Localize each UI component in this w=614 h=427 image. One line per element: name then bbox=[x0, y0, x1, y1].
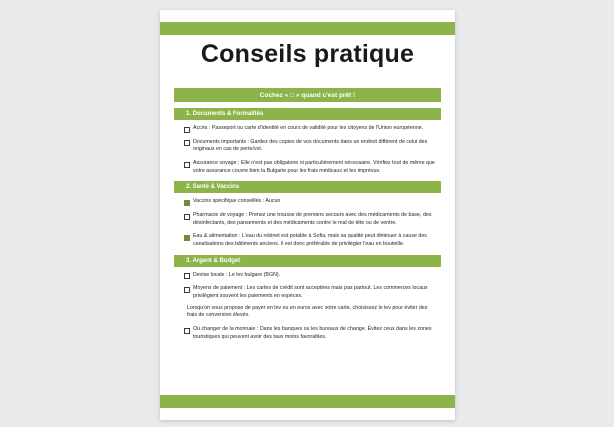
header-accent-bar bbox=[160, 22, 455, 35]
checklist-item-label: Vaccins spécifique conseillés : Aucun bbox=[193, 198, 281, 205]
document-page bbox=[160, 10, 455, 420]
checklist-item-label: Eau & alimentation : L'eau du robinet est potable à Sofia, mais sa qualité peut diminuer à cause des canalisations des bâtiments anciens. Il est donc préférable de privilégier l'eau en bouteille. bbox=[193, 233, 427, 248]
checkbox-unchecked-icon[interactable] bbox=[184, 328, 190, 334]
checkbox-unchecked-icon[interactable] bbox=[184, 140, 190, 146]
section-sante-vaccins bbox=[160, 181, 455, 248]
checklist-item[interactable] bbox=[184, 125, 435, 133]
checklist-item-label: Documents importants : Gardez des copies de vos documents dans un endroit différent de celui des originaux en cas de perte/vol. bbox=[193, 138, 428, 153]
section-heading: 3. Argent & Budget bbox=[174, 255, 441, 267]
checkbox-unchecked-icon[interactable] bbox=[184, 273, 190, 279]
checkbox-unchecked-icon[interactable] bbox=[184, 127, 190, 133]
instruction-banner: Cochez « □ » quand c'est prêt ! bbox=[174, 88, 441, 102]
checklist-item-label: Devise locale : Le lev bulgare (BGN). bbox=[193, 271, 281, 278]
section-argent-budget bbox=[160, 255, 455, 342]
checklist-item[interactable] bbox=[184, 139, 435, 154]
checklist-item[interactable] bbox=[184, 326, 435, 341]
section-note: Lorsqu'on vous propose de payer en lev ou en euros avec votre carte, choisissez le lev pour éviter des frais de conversion élevés. bbox=[187, 304, 428, 319]
checkbox-unchecked-icon[interactable] bbox=[184, 162, 190, 168]
page-title: Conseils pratique bbox=[200, 40, 415, 68]
section-heading: 1. Documents & Formalités bbox=[174, 108, 441, 120]
checkbox-unchecked-icon[interactable] bbox=[184, 287, 190, 293]
checkbox-unchecked-icon[interactable] bbox=[184, 214, 190, 220]
checklist-item[interactable] bbox=[184, 285, 435, 300]
footer-accent-bar bbox=[160, 395, 455, 408]
checklist-item-label: Pharmacie de voyage : Prenez une trousse de premiers secours avec des médicaments de base, des désinfectants, des pansements et des médicaments contre le mal de tête ou de ventre. bbox=[193, 212, 432, 226]
checklist-item[interactable] bbox=[184, 198, 435, 206]
checklist-item-label: Où changer de la monnaie : Dans les banques ou les bureaux de change. Évitez ceux dans les zones touristiques qui peuvent avoir des taux moins favorables. bbox=[193, 326, 432, 340]
checklist-item[interactable] bbox=[184, 233, 435, 248]
document-content bbox=[160, 108, 455, 347]
checkbox-checked-icon[interactable] bbox=[184, 200, 190, 206]
checkbox-checked-icon[interactable] bbox=[184, 235, 190, 241]
checklist-item-label: Assurance voyage : Elle n'est pas obligatoire ni particulièrement nécessaire. Vérifiez tout de même que votre assurance couvre bien la Bulgarie pour les frais médicaux et les imprévus. bbox=[193, 160, 435, 174]
checklist-item[interactable] bbox=[184, 212, 435, 227]
checklist-item-label: Moyens de paiement : Les cartes de crédit sont acceptées mais pas partout. Les commerces locaux privilégient souvent les paiements en espèces. bbox=[193, 285, 428, 300]
section-heading: 2. Santé & Vaccins bbox=[174, 181, 441, 193]
checklist-item-label: Accès : Passeport ou carte d'identité en cours de validité pour les citoyens de l'Union européenne. bbox=[193, 125, 424, 131]
section-documents-formalites bbox=[160, 108, 455, 175]
checklist-item[interactable] bbox=[184, 272, 435, 280]
checklist-item[interactable] bbox=[184, 160, 435, 175]
